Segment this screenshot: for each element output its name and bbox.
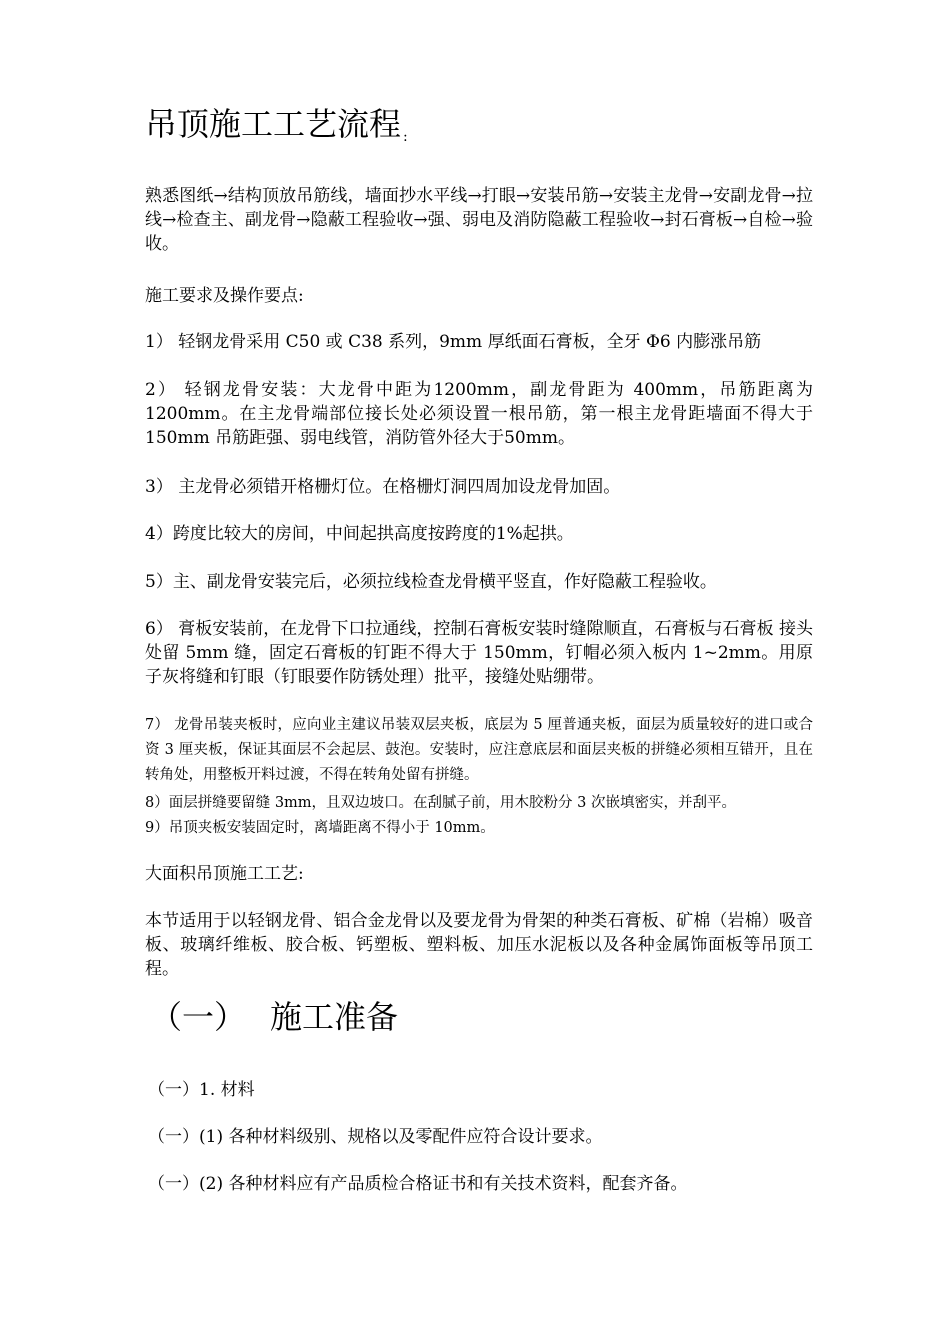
requirement-item-6: 6） 膏板安装前，在龙骨下口拉通线，控制石膏板安装时缝隙顺直，石膏板与石膏板 接头处留 5mm 缝，固定石膏板的钉距不得大于 150mm，钉帽必须入板内 1~2mm。用原子灰将缝和钉眼（钉眼要作防锈处理）批平，接缝处贴绷带。 [145,619,813,687]
section-number: （一） [150,998,247,1036]
large-area-heading: 大面积吊顶施工工艺: [145,864,304,884]
sub-item-material-grade: （一）(1) 各种材料级别、规格以及零配件应符合设计要求。 [148,1127,603,1147]
sub-item-material-certificates: （一）(2) 各种材料应有产品质检合格证书和有关技术资料，配套齐备。 [148,1174,688,1194]
requirement-item-7: 7） 龙骨吊装夹板时，应向业主建议吊装双层夹板，底层为 5 厘普通夹板，面层为质量较好的进口或合资 3 厘夹板，保证其面层不会起层、鼓泡。安装时，应注意底层和面层夹板的拼缝必须相互错开，且在转角处，用整板开料过渡，不得在转角处留有拼缝。 [145,717,813,783]
requirement-item-3: 3） 主龙骨必须错开格栅灯位。在格栅灯洞四周加设龙骨加固。 [145,477,621,497]
title-text: 吊顶施工工艺流程 [145,105,402,143]
title-colon: : [403,129,408,145]
scope-paragraph: 本节适用于以轻钢龙骨、铝合金龙骨以及要龙骨为骨架的种类石膏板、矿棉（岩棉）吸音板、玻璃纤维板、胶合板、钙塑板、塑料板、加压水泥板以及各种金属饰面板等吊顶工程。 [145,911,813,979]
document-title [145,104,408,151]
section-heading [150,996,398,1038]
requirement-item-9: 9）吊顶夹板安装固定时，离墙距离不得小于 10mm。 [145,820,495,836]
section-title: 施工准备 [270,998,399,1036]
requirements-heading: 施工要求及操作要点: [145,286,304,306]
requirement-item-8: 8）面层拼缝要留缝 3mm，且双边坡口。在刮腻子前，用木胶粉分 3 次嵌填密实，并刮平。 [145,795,736,811]
requirement-item-1: 1） 轻钢龙骨采用 C50 或 C38 系列，9mm 厚纸面石膏板，全牙 Φ6 内膨涨吊筋 [145,332,762,352]
requirement-item-4: 4）跨度比较大的房间，中间起拱高度按跨度的1%起拱。 [145,524,574,544]
sub-item-materials: （一）1. 材料 [148,1080,255,1100]
process-flow-paragraph: 熟悉图纸→结构顶放吊筋线，墙面抄水平线→打眼→安装吊筋→安装主龙骨→安副龙骨→拉线→检查主、副龙骨→隐蔽工程验收→强、弱电及消防隐蔽工程验收→封石膏板→自检→验收。 [145,186,813,254]
requirement-item-5: 5）主、副龙骨安装完后，必须拉线检查龙骨横平竖直，作好隐蔽工程验收。 [145,572,717,592]
requirement-item-2: 2） 轻钢龙骨安装：大龙骨中距为1200mm，副龙骨距为 400mm，吊筋距离为 1200mm。在主龙骨端部位接长处必须设置一根吊筋，第一根主龙骨距墙面不得大于 150mm 吊筋距强、弱电线管，消防管外径大于50mm。 [145,380,813,448]
